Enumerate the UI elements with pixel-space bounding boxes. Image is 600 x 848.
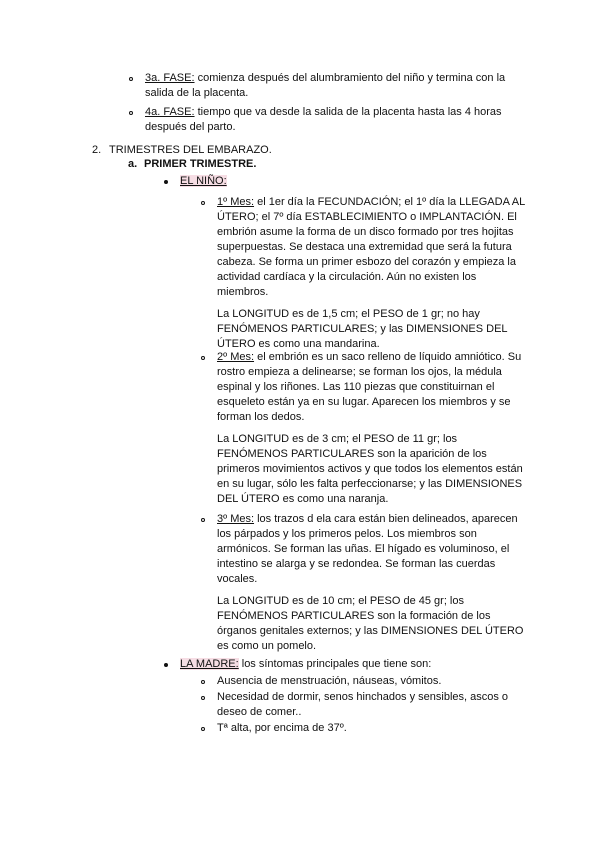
mes-text: el 1er día la FECUNDACIÓN; el 1º día la LLEGADA AL ÚTERO; el 7º día ESTABLECIMIENTO o IMPLANTACIÓN. El embrión asume la forma de un disco formado por tres hojitas superpuestas. Se destaca una extremidad que será la futura cabeza. Se forma un primer esbozo del corazón y empieza la actividad cardíaca y la circulación. Aún no existen los miembros. [217, 196, 525, 298]
circle-bullet-icon [201, 680, 205, 684]
mes-item [217, 350, 525, 507]
mes-label: 1º Mes: [217, 196, 255, 208]
mes-text: el embrión es un saco relleno de líquido amniótico. Su rostro empieza a delinearse; se forman los ojos, la médula espinal y los riñones. Las 110 piezas que constituirnan el esqueleto están ya en su lugar. Aparecen los miembros y se forman los dedos. [217, 351, 522, 423]
mes-detail: La LONGITUD es de 10 cm; el PESO de 45 gr; los FENÓMENOS PARTICULARES son la formación de los órganos genitales externos; y las DIMENSIONES DEL ÚTERO es como un pomelo. [217, 595, 524, 652]
fase-label: 3a. FASE: [145, 72, 195, 84]
mes-label: 3º Mes: [217, 513, 255, 525]
mes-detail: La LONGITUD es de 1,5 cm; el PESO de 1 gr; no hay FENÓMENOS PARTICULARES; y las DIMENSIONES DEL ÚTERO es como una mandarina. [217, 308, 508, 350]
madre-item: Tª alta, por encima de 37º. [217, 722, 347, 734]
circle-bullet-icon [201, 356, 205, 360]
fase-item [145, 71, 525, 101]
section-number: 2. [92, 144, 102, 156]
circle-bullet-icon [201, 201, 205, 205]
bullet-icon [164, 180, 168, 184]
madre-item: Necesidad de dormir, senos hinchados y sensibles, ascos o deseo de comer.. [217, 691, 509, 718]
madre-text: los síntomas principales que tiene son: [238, 658, 432, 670]
mes-detail: La LONGITUD es de 3 cm; el PESO de 11 gr; los FENÓMENOS PARTICULARES son la aparición de los primeros movimientos activos y que todos los elementos están en su lugar, sólo les falta perfeccionarse; y las DIMENSIONES DEL ÚTERO es como una naranja. [217, 433, 523, 505]
circle-bullet-icon [201, 727, 205, 731]
mes-paragraph [217, 195, 525, 300]
circle-bullet-icon [129, 77, 133, 81]
fase-item [145, 105, 525, 135]
subsection-title: PRIMER TRIMESTRE. [144, 158, 257, 170]
nino-label: EL NIÑO: [180, 175, 227, 187]
fase-text: comienza después del alumbramiento del niño y termina con la salida de la placenta. [145, 72, 506, 99]
circle-bullet-icon [201, 518, 205, 522]
mes-item [217, 512, 525, 654]
madre-label: LA MADRE: [180, 658, 239, 670]
circle-bullet-icon [129, 111, 133, 115]
bullet-icon [164, 663, 168, 667]
madre-item: Ausencia de menstruación, náuseas, vómitos. [217, 675, 442, 687]
fase-text: tiempo que va desde la salida de la placenta hasta las 4 horas después del parto. [145, 106, 502, 133]
subsection-letter: a. [128, 158, 138, 170]
mes-paragraph [217, 350, 525, 425]
mes-paragraph [217, 512, 525, 587]
madre-heading [180, 657, 530, 672]
circle-bullet-icon [201, 696, 205, 700]
section-title: TRIMESTRES DEL EMBARAZO. [109, 144, 272, 156]
mes-item [217, 195, 525, 352]
nino-heading [180, 174, 227, 189]
mes-label: 2º Mes: [217, 351, 255, 363]
fase-label: 4a. FASE: [145, 106, 195, 118]
mes-text: los trazos d ela cara están bien delineados, aparecen los párpados y los primeros pelos. Los miembros son armónicos. Se forman las uñas. El hígado es voluminoso, el intestino se alarga y se redondea. Se forman las cuerdas vocales. [217, 513, 518, 585]
